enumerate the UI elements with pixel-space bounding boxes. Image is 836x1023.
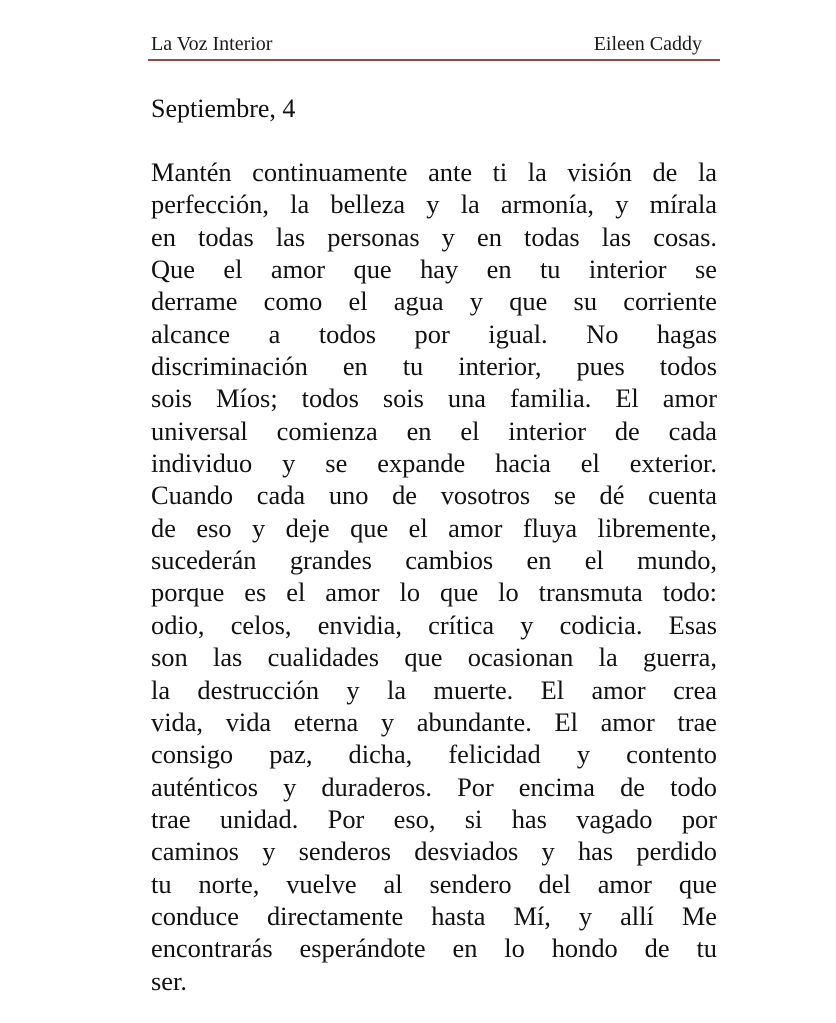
text-line: odio, celos, envidia, crítica y codicia. Esas (151, 609, 717, 640)
text-line: la destrucción y la muerte. El amor crea (151, 674, 717, 705)
page-header (148, 30, 720, 61)
text-line: universal comienza en el interior de cada (151, 415, 717, 446)
text-line: individuo y se expande hacia el exterior. (151, 448, 717, 479)
entry-date: Septiembre, 4 (151, 94, 296, 123)
text-line: son las cualidades que ocasionan la guerra, (151, 642, 717, 673)
text-line: conduce directamente hasta Mí, y allí Me (151, 900, 717, 931)
text-line: derrame como el agua y que su corriente (151, 286, 717, 317)
text-line: Mantén continuamente ante ti la visión de la (151, 157, 717, 187)
author-name: Eileen Caddy (593, 33, 702, 55)
text-line: encontrarás esperándote en lo hondo de tu (151, 933, 717, 964)
text-line: sois Míos; todos sois una familia. El amor (151, 383, 717, 414)
text-line: caminos y senderos desviados y has perdido (151, 836, 717, 867)
text-line: tu norte, vuelve al sendero del amor que (151, 868, 717, 899)
text-line: ser. (151, 965, 187, 996)
text-line: en todas las personas y en todas las cosas. (151, 221, 717, 252)
text-line: consigo paz, dicha, felicidad y contento (151, 739, 717, 770)
text-line: Cuando cada uno de vosotros se dé cuenta (151, 480, 717, 511)
book-title: La Voz Interior (151, 33, 273, 55)
text-line: Que el amor que hay en tu interior se (151, 254, 717, 285)
text-line: sucederán grandes cambios en el mundo, (151, 545, 717, 576)
text-line: trae unidad. Por eso, si has vagado por (151, 803, 717, 834)
text-line: perfección, la belleza y la armonía, y mírala (151, 189, 717, 220)
text-line: porque es el amor lo que lo transmuta todo: (151, 577, 717, 608)
text-line: discriminación en tu interior, pues todos (151, 351, 717, 382)
entry-text (151, 156, 717, 997)
text-line: alcance a todos por igual. No hagas (151, 318, 717, 349)
text-line: vida, vida eterna y abundante. El amor trae (151, 706, 717, 737)
text-line: de eso y deje que el amor fluya libremente, (151, 512, 717, 543)
text-line: auténticos y duraderos. Por encima de todo (151, 771, 717, 802)
